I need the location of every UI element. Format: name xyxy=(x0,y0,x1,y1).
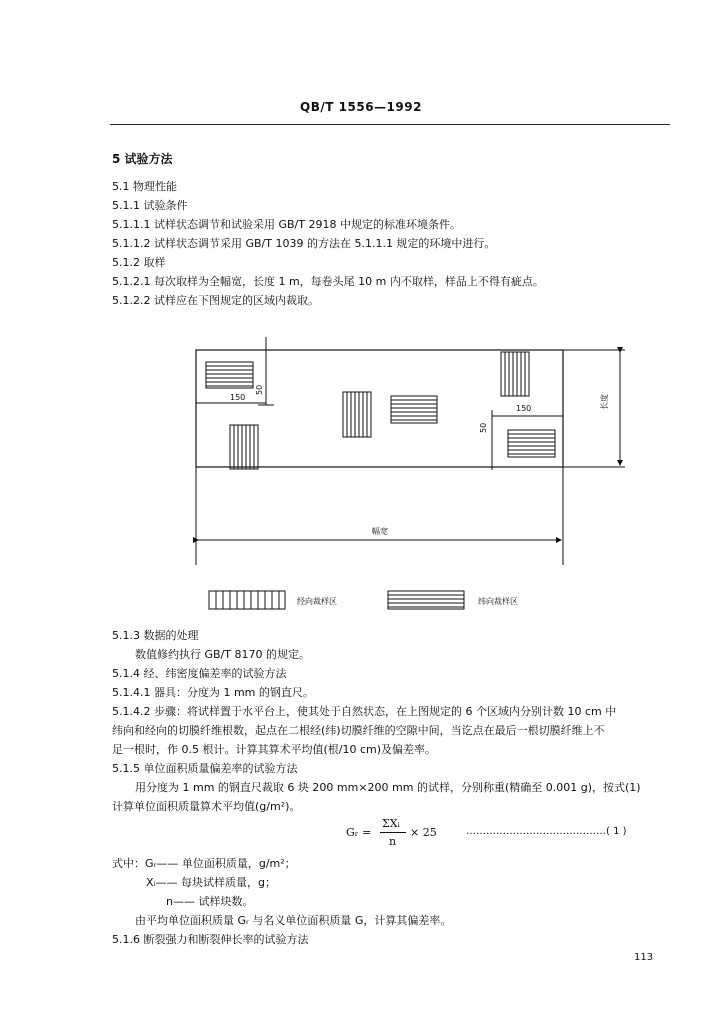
length-label: 长度 xyxy=(600,394,609,410)
section-5-1-6: 5.1.6 断裂强力和断裂伸长率的试验方法 xyxy=(112,933,309,946)
section-5-1-2: 5.1.2 取样 xyxy=(112,256,166,269)
dim-150-left: 150 xyxy=(230,393,246,402)
section-5-1-5: 5.1.5 单位面积质量偏差率的试验方法 xyxy=(112,762,298,775)
formula-number: ……………………………………( 1 ) xyxy=(466,826,627,837)
legend-weft-swatch xyxy=(388,591,464,609)
width-label: 幅宽 xyxy=(372,527,388,536)
section-5-title: 5 试验方法 xyxy=(112,152,173,166)
section-5-1-4-2-line3: 足一根时，作 0.5 根计。计算其算术平均值(根/10 cm)及偏差率。 xyxy=(112,743,437,756)
formula-denominator: n xyxy=(389,835,397,848)
section-5-1-4-2-line2: 纬向和经向的切膜纤维根数，起点在二根经(纬)切膜纤维的空隙中间，当讫点在最后一根切膜纤维上不 xyxy=(112,724,605,737)
section-5-1-5-line2: 计算单位面积质量算术平均值(g/m²)。 xyxy=(112,800,301,813)
section-5-1-5-line3: 由平均单位面积质量 Gᵣ 与名义单位面积质量 G，计算其偏差率。 xyxy=(135,914,452,927)
formula-numerator: ΣXᵢ xyxy=(382,817,400,830)
section-5-1: 5.1 物理性能 xyxy=(112,180,177,193)
where-n: n—— 试样块数。 xyxy=(166,895,254,908)
section-5-1-1-1: 5.1.1.1 试样状态调节和试验采用 GB/T 2918 中规定的标准环境条件。 xyxy=(112,218,461,231)
page-header: QB/T 1556—1992 xyxy=(300,100,422,114)
where-xi: Xᵢ—— 每块试样质量，g； xyxy=(146,876,276,889)
section-5-1-3: 5.1.3 数据的处理 xyxy=(112,629,199,642)
section-5-1-2-1: 5.1.2.1 每次取样为全幅宽，长度 1 m，每卷头尾 10 m 内不取样，样品上不得有疵点。 xyxy=(112,275,544,288)
section-5-1-1: 5.1.1 试验条件 xyxy=(112,199,188,212)
section-5-1-1-2: 5.1.1.2 试样状态调节采用 GB/T 1039 的方法在 5.1.1.1 规定的环境中进行。 xyxy=(112,237,496,250)
weft-sample-zone xyxy=(206,362,253,388)
warp-sample-zone xyxy=(501,352,529,396)
legend-weft-label: 纬向裁样区 xyxy=(478,597,518,606)
weft-sample-zone xyxy=(508,430,555,457)
formula-lhs: Gᵣ = xyxy=(346,826,372,839)
weft-sample-zone xyxy=(391,396,437,423)
dim-50-left: 50 xyxy=(255,384,264,395)
section-5-1-4-1: 5.1.4.1 器具：分度为 1 mm 的钢直尺。 xyxy=(112,686,314,699)
where-gr: 式中：Gᵣ—— 单位面积质量，g/m²； xyxy=(112,857,296,870)
legend-warp-label: 经向裁样区 xyxy=(297,597,337,606)
section-5-1-2-2: 5.1.2.2 试样应在下图规定的区域内裁取。 xyxy=(112,294,319,307)
formula-fraction-bar xyxy=(380,832,406,833)
section-5-1-5-line1: 用分度为 1 mm 的钢直尺裁取 6 块 200 mm×200 mm 的试样，分别称重(精确至 0.001 g)，按式(1) xyxy=(135,781,641,794)
page-number: 113 xyxy=(634,952,654,963)
dim-50-right: 50 xyxy=(479,422,488,433)
formula-multiplier: × 25 xyxy=(410,826,437,839)
legend-warp-swatch xyxy=(209,591,285,609)
warp-sample-zone xyxy=(230,425,258,469)
section-5-1-3-text: 数值修约执行 GB/T 8170 的规定。 xyxy=(135,648,310,661)
section-5-1-4-2-line1: 5.1.4.2 步骤：将试样置于水平台上，使其处于自然状态，在上图规定的 6 个区域内分别计数 10 cm 中 xyxy=(112,705,617,718)
warp-sample-zone xyxy=(343,392,371,437)
dim-150-right: 150 xyxy=(516,404,532,413)
section-5-1-4: 5.1.4 经、纬密度偏差率的试验方法 xyxy=(112,667,287,680)
right-dimension-marks xyxy=(484,410,563,470)
